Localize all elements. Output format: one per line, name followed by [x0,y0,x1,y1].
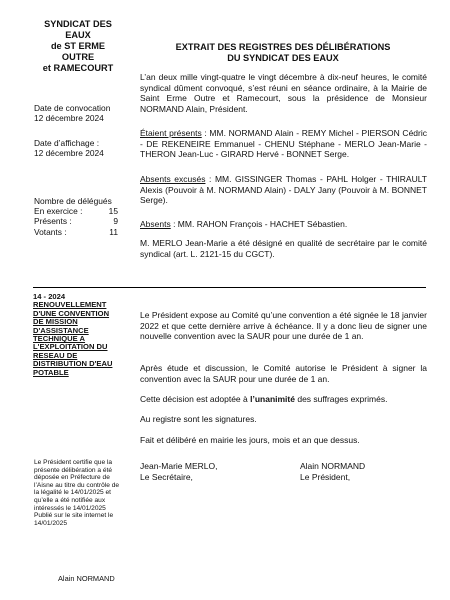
affichage-label: Date d’affichage : [34,138,100,148]
secretary-text: M. MERLO Jean-Marie a été désigné en qualité de secrétaire par le comité syndical (art. L. 2121-15 du CGCT). [140,238,427,259]
secretary-designation [140,238,427,259]
deliberation-heading [33,293,119,377]
absent-label: Absents [140,219,171,229]
org-line: EAUX [65,30,91,40]
deliberation-vote [140,394,427,405]
excused-list: : MM. GISSINGER Thomas - PAHL Holger - THIRAULT Alexis (Pouvoir à M. NORMAND Alain) - DALY Jany (Pouvoir à M. BONNET Serge). [140,174,427,205]
delegates-title: Nombre de délégués [34,196,112,206]
present-members [140,128,427,160]
title-line: EXTRAIT DES REGISTRES DES DÉLIBÉRATIONS [175,42,391,52]
decision-paragraph: Après étude et discussion, le Comité autorise le Président à signer la convention avec la SAUR pour une durée de 1 an. [140,363,427,384]
secretary-role: Le Secrétaire, [140,471,193,482]
title-line: DU SYNDICAT DES EAUX [227,53,339,63]
vote-text-before: Cette décision est adoptée à [140,394,251,404]
count-row [34,227,118,237]
closing-text: Fait et délibéré en mairie les jours, mois et an que dessus. [140,435,360,445]
absent-members [140,219,427,230]
count-label: Présents : [34,216,72,227]
intro-paragraph: L’an deux mille vingt-quatre le vingt décembre à dix-neuf heures, le comité syndical dûment convoqué, s’est réuni en séance ordinaire, à la Mairie de Saint Erme Outre et Ramecourt, sous la présidence de Monsieur NORMAND Alain, Président. [140,72,427,114]
present-label: Étaient présents [140,128,202,138]
convocation-date: 12 décembre 2024 [34,113,104,124]
signature-president [300,461,365,482]
org-line: de ST ERME [50,41,106,51]
org-line: et RAMECOURT [42,63,114,73]
organization-name [34,19,122,74]
vote-unanimity: l’unanimité [250,394,295,404]
count-value: 9 [113,216,118,227]
session-intro [140,72,427,114]
count-row [34,216,118,226]
section-divider [33,287,426,288]
count-value: 11 [109,226,118,237]
count-row [34,206,118,216]
count-label: Votants : [34,226,67,237]
delegates-count [34,196,118,237]
closing-note [140,435,427,446]
deliberation-decision [140,363,427,384]
count-value: 15 [108,206,118,217]
secretary-name: Jean-Marie MERLO, [140,461,218,471]
signature-secretary [140,461,217,482]
president-role: Le Président, [300,471,351,482]
affichage-date: 12 décembre 2024 [34,148,104,159]
register-text: Au registre sont les signatures. [140,414,257,424]
register-note [140,414,427,425]
count-label: En exercice : [34,206,83,217]
deliberation-subject: RENOUVELLEMENT D'UNE CONVENTION DE MISSION D'ASSISTANCE TECHNIQUE A L'EXPLOITATION DU RESEAU DE DISTRIBUTION D'EAU POTABLE [33,300,113,377]
absent-list: : MM. RAHON François - HACHET Sébastien. [170,219,348,229]
convocation-block [34,103,134,123]
org-line: OUTRE [61,52,95,62]
vote-text-after: des suffrages exprimés. [294,394,388,404]
deliberation-exposition [140,310,427,342]
present-list: : MM. NORMAND Alain - REMY Michel - PIERSON Cédric - DE REKENEIRE Emmanuel - CHENU Stéphane - MERLO Jean-Marie - THERON Jean-Luc - GIRARD Hervé - BONNET Serge. [140,128,427,159]
document-title [140,42,426,64]
convocation-label: Date de convocation [34,103,111,113]
footer-signature: Alain NORMAND [58,574,115,583]
excused-members [140,174,427,206]
excused-label: Absents excusés [140,174,206,184]
deliberation-number: 14 - 2024 [33,292,66,301]
affichage-block [34,138,134,158]
org-line: SYNDICAT DES [44,19,112,29]
exposition-paragraph: Le Président expose au Comité qu’une convention a été signée le 18 janvier 2022 et que cette dernière arrive à échéance. Il y a donc lieu de signer une nouvelle convention avec la SAUR pour une durée de 1 an. [140,310,427,341]
president-name: Alain NORMAND [300,461,366,471]
certification-note: Le Président certifie que la présente délibération a été déposée en Préfecture de l’Aisne au titre du contrôle de la légalité le 14/01/2025 et qu’elle a été notifiée aux intéressés le 14/01/2025 Publié sur le site internet le 14/01/2025 [34,459,120,527]
